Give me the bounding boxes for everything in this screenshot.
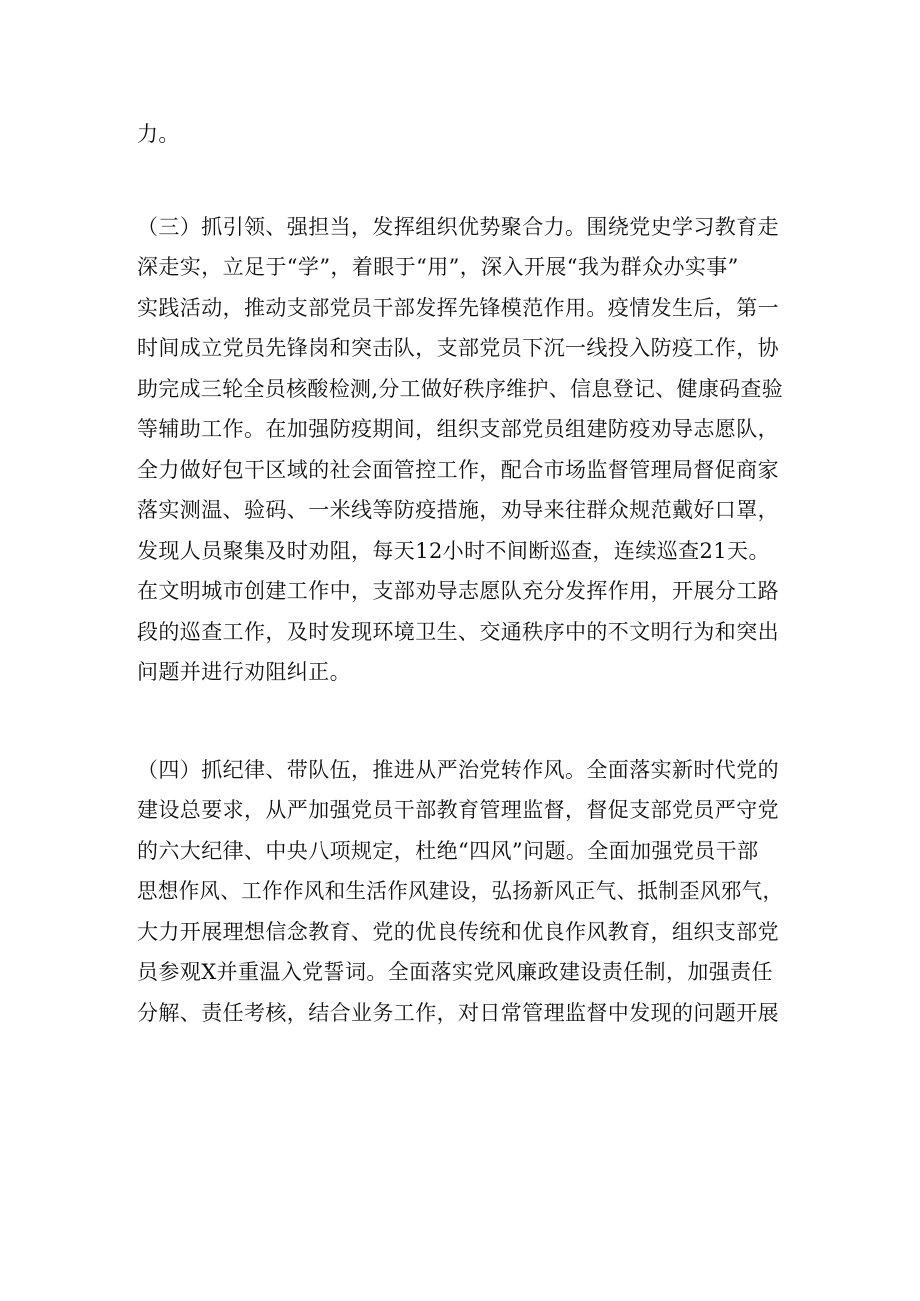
paragraph-3-line-4: 思想作风、工作作风和生活作风建设，弘扬新风正气、抵制歪风邪气， bbox=[137, 879, 784, 903]
paragraph-2-line-7: 全力做好包干区域的社会面管控工作，配合市场监督管理局督促商家 bbox=[137, 458, 779, 482]
paragraph-2-line-5: 助完成三轮全员核酸检测,分工做好秩序维护、信息登记、健康码查验 bbox=[137, 377, 784, 401]
paragraph-3-line-3: 的六大纪律、中央八项规定，杜绝“四风”问题。全面加强党员干部 bbox=[137, 839, 759, 863]
paragraph-2-line-2: 深走实，立足于“学”，着眼于“用”，深入开展“我为群众办实事” bbox=[137, 255, 739, 279]
paragraph-3-line-1: （四）抓纪律、带队伍，推进从严治党转作风。全面落实新时代党的 bbox=[137, 758, 779, 782]
paragraph-2-line-11: 段的巡查工作，及时发现环境卫生、交通秩序中的不文明行为和突出 bbox=[137, 620, 779, 644]
paragraph-2-line-6: 等辅助工作。在加强防疫期间，组织支部党员组建防疫劝导志愿队， bbox=[137, 417, 779, 441]
paragraph-3-line-5: 大力开展理想信念教育、党的优良传统和优良作风教育，组织支部党 bbox=[137, 920, 779, 944]
paragraph-1-line-1: 力。 bbox=[137, 122, 180, 146]
paragraph-2-line-9: 发现人员聚集及时劝阻，每天12小时不间断巡查，连续巡查21天。 bbox=[137, 539, 770, 563]
paragraph-2-line-4: 时间成立党员先锋岗和突击队，支部党员下沉一线投入防疫工作，协 bbox=[137, 336, 779, 360]
paragraph-2-line-1: （三）抓引领、强担当，发挥组织优势聚合力。围绕党史学习教育走 bbox=[137, 215, 779, 239]
paragraph-3-line-7: 分解、责任考核，结合业务工作，对日常管理监督中发现的问题开展 bbox=[137, 1001, 779, 1025]
paragraph-3-line-2: 建设总要求，从严加强党员干部教育管理监督，督促支部党员严守党 bbox=[137, 798, 779, 822]
paragraph-3-line-6: 员参观X并重温入党誓词。全面落实党风廉政建设责任制，加强责任 bbox=[137, 960, 773, 984]
paragraph-2-line-12: 问题并进行劝阻纠正。 bbox=[137, 660, 351, 684]
paragraph-2-line-10: 在文明城市创建工作中，支部劝导志愿队充分发挥作用，开展分工路 bbox=[137, 579, 779, 603]
paragraph-2-line-8: 落实测温、验码、一米线等防疫措施，劝导来往群众规范戴好口罩， bbox=[137, 498, 779, 522]
paragraph-2-line-3: 实践活动，推动支部党员干部发挥先锋模范作用。疫情发生后，第一 bbox=[137, 296, 779, 320]
